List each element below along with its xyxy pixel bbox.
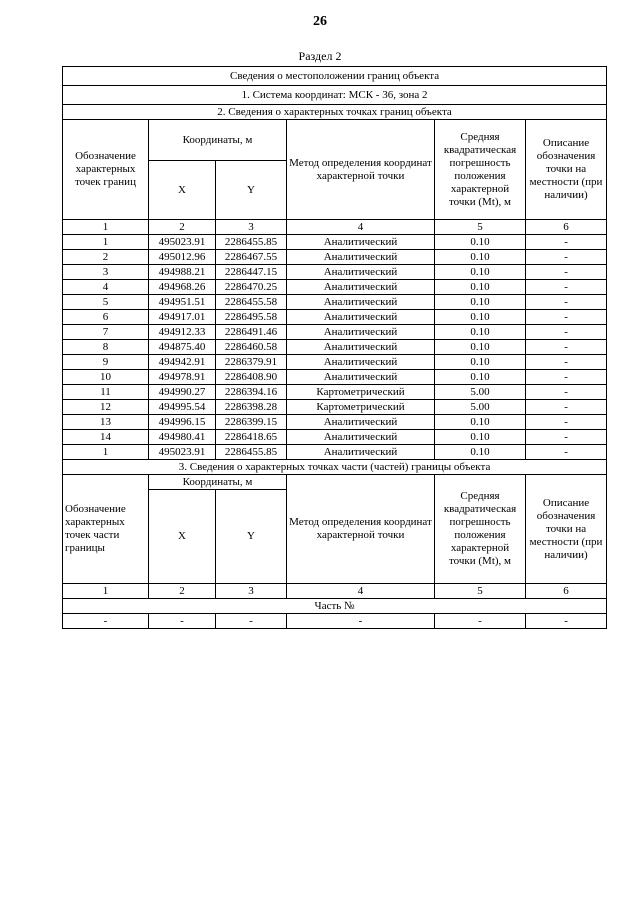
table-row	[63, 265, 607, 280]
table-row	[63, 235, 607, 250]
error-mt: 0.10	[435, 280, 526, 295]
table-row	[63, 415, 607, 430]
coord-y: 2286491.46	[216, 325, 287, 340]
coord-system-row	[63, 86, 607, 105]
header2-designation-text: Обозначение характерных точек части границы	[65, 503, 126, 554]
error-mt: 0.10	[435, 235, 526, 250]
point-number: 6	[63, 310, 149, 325]
description: -	[526, 295, 607, 310]
error-mt: 0.10	[435, 370, 526, 385]
table-row	[63, 310, 607, 325]
error-mt: 0.10	[435, 310, 526, 325]
description: -	[526, 430, 607, 445]
coord-y: 2286455.85	[216, 445, 287, 460]
coord-x: 494995.54	[149, 400, 216, 415]
coord-system: 1. Система координат: МСК - 36, зона 2	[63, 86, 607, 105]
page-number: 26	[313, 14, 327, 29]
colnum-1: 1	[63, 220, 149, 235]
colnum2-5: 5	[435, 584, 526, 599]
description: -	[526, 325, 607, 340]
coord-x: 495012.96	[149, 250, 216, 265]
description: -	[526, 445, 607, 460]
coord-x: 495023.91	[149, 445, 216, 460]
point-number: 9	[63, 355, 149, 370]
header2-coords: Координаты, м	[149, 475, 287, 490]
error-mt: 0.10	[435, 355, 526, 370]
header1-coords: Координаты, м	[149, 120, 287, 161]
header1-x: X	[149, 161, 216, 220]
colnum-4: 4	[287, 220, 435, 235]
coord-x: 494996.15	[149, 415, 216, 430]
point-number: 11	[63, 385, 149, 400]
method: Картометрический	[287, 385, 435, 400]
error-mt: 0.10	[435, 325, 526, 340]
point-number: 14	[63, 430, 149, 445]
method: Аналитический	[287, 280, 435, 295]
error-mt: 0.10	[435, 265, 526, 280]
method: Картометрический	[287, 400, 435, 415]
error-mt: 0.10	[435, 415, 526, 430]
description: -	[526, 265, 607, 280]
coord-x: 494990.27	[149, 385, 216, 400]
method: Аналитический	[287, 310, 435, 325]
boundary-table	[62, 66, 607, 629]
table-row	[63, 400, 607, 415]
error-mt: 0.10	[435, 445, 526, 460]
error-mt: 0.10	[435, 295, 526, 310]
header2-description: Описание обозначения точки на местности (при наличии)	[526, 475, 607, 584]
description: -	[526, 235, 607, 250]
error-mt: 5.00	[435, 385, 526, 400]
point-number: 8	[63, 340, 149, 355]
point-number: 13	[63, 415, 149, 430]
coord-x: 494875.40	[149, 340, 216, 355]
header1-description: Описание обозначения точки на местности (при наличии)	[526, 120, 607, 220]
error-mt: 0.10	[435, 430, 526, 445]
description: -	[526, 310, 607, 325]
point-number: 12	[63, 400, 149, 415]
coord-y: 2286418.65	[216, 430, 287, 445]
empty-cell: -	[149, 614, 216, 629]
empty-row	[63, 614, 607, 629]
coord-y: 2286455.85	[216, 235, 287, 250]
point-number: 3	[63, 265, 149, 280]
coord-x: 494912.33	[149, 325, 216, 340]
description: -	[526, 355, 607, 370]
column-numbers-row-1	[63, 220, 607, 235]
error-mt: 0.10	[435, 250, 526, 265]
method: Аналитический	[287, 295, 435, 310]
header2-y: Y	[216, 490, 287, 584]
table-row	[63, 250, 607, 265]
point-number: 4	[63, 280, 149, 295]
coord-y: 2286455.58	[216, 295, 287, 310]
method: Аналитический	[287, 355, 435, 370]
method: Аналитический	[287, 370, 435, 385]
part-label: Часть №	[63, 599, 607, 614]
section3-title: 3. Сведения о характерных точках части (частей) границы объекта	[63, 460, 607, 475]
table-row	[63, 430, 607, 445]
empty-cell: -	[435, 614, 526, 629]
point-number: 2	[63, 250, 149, 265]
coord-x: 494951.51	[149, 295, 216, 310]
method: Аналитический	[287, 340, 435, 355]
coord-x: 494917.01	[149, 310, 216, 325]
header1-row-a	[63, 120, 607, 161]
section-label: Раздел 2	[298, 49, 342, 63]
description: -	[526, 385, 607, 400]
part-row	[63, 599, 607, 614]
description: -	[526, 400, 607, 415]
coord-x: 494978.91	[149, 370, 216, 385]
method: Аналитический	[287, 445, 435, 460]
header2-row-a	[63, 475, 607, 490]
section2-title: 2. Сведения о характерных точках границ объекта	[63, 105, 607, 120]
colnum2-2: 2	[149, 584, 216, 599]
header1-y: Y	[216, 161, 287, 220]
method: Аналитический	[287, 235, 435, 250]
header2-method: Метод определения координат характерной точки	[287, 475, 435, 584]
coord-y: 2286447.15	[216, 265, 287, 280]
empty-cell: -	[63, 614, 149, 629]
colnum-3: 3	[216, 220, 287, 235]
table-row	[63, 445, 607, 460]
table-row	[63, 370, 607, 385]
colnum2-4: 4	[287, 584, 435, 599]
header1-error: Средняя квадратическая погрешность положения характерной точки (Mt), м	[435, 120, 526, 220]
table-row	[63, 355, 607, 370]
method: Аналитический	[287, 325, 435, 340]
method: Аналитический	[287, 250, 435, 265]
point-number: 1	[63, 445, 149, 460]
coord-x: 494980.41	[149, 430, 216, 445]
header2-error: Средняя квадратическая погрешность положения характерной точки (Mt), м	[435, 475, 526, 584]
description: -	[526, 280, 607, 295]
coord-y: 2286398.28	[216, 400, 287, 415]
table-row	[63, 340, 607, 355]
error-mt: 5.00	[435, 400, 526, 415]
coord-y: 2286495.58	[216, 310, 287, 325]
coord-x: 494942.91	[149, 355, 216, 370]
colnum-6: 6	[526, 220, 607, 235]
header2-designation	[63, 475, 149, 584]
description: -	[526, 415, 607, 430]
colnum2-1: 1	[63, 584, 149, 599]
coord-x: 494988.21	[149, 265, 216, 280]
coord-y: 2286460.58	[216, 340, 287, 355]
table-title: Сведения о местоположении границ объекта	[63, 67, 607, 86]
point-number: 5	[63, 295, 149, 310]
method: Аналитический	[287, 430, 435, 445]
table-title-row	[63, 67, 607, 86]
table-row	[63, 325, 607, 340]
coord-y: 2286379.91	[216, 355, 287, 370]
coord-y: 2286467.55	[216, 250, 287, 265]
point-number: 10	[63, 370, 149, 385]
column-numbers-row-2	[63, 584, 607, 599]
description: -	[526, 370, 607, 385]
empty-cell: -	[287, 614, 435, 629]
section3-title-row	[63, 460, 607, 475]
point-number: 7	[63, 325, 149, 340]
method: Аналитический	[287, 265, 435, 280]
description: -	[526, 250, 607, 265]
coord-y: 2286470.25	[216, 280, 287, 295]
colnum2-6: 6	[526, 584, 607, 599]
header1-method: Метод определения координат характерной точки	[287, 120, 435, 220]
method: Аналитический	[287, 415, 435, 430]
colnum-2: 2	[149, 220, 216, 235]
description: -	[526, 340, 607, 355]
table-row	[63, 385, 607, 400]
coord-y: 2286408.90	[216, 370, 287, 385]
header2-x: X	[149, 490, 216, 584]
coord-y: 2286394.16	[216, 385, 287, 400]
coord-x: 495023.91	[149, 235, 216, 250]
section2-title-row	[63, 105, 607, 120]
header1-designation: Обозначение характерных точек границ	[63, 120, 149, 220]
coord-x: 494968.26	[149, 280, 216, 295]
colnum-5: 5	[435, 220, 526, 235]
empty-cell: -	[216, 614, 287, 629]
empty-cell: -	[526, 614, 607, 629]
coord-y: 2286399.15	[216, 415, 287, 430]
colnum2-3: 3	[216, 584, 287, 599]
point-number: 1	[63, 235, 149, 250]
table-row	[63, 280, 607, 295]
error-mt: 0.10	[435, 340, 526, 355]
table-row	[63, 295, 607, 310]
